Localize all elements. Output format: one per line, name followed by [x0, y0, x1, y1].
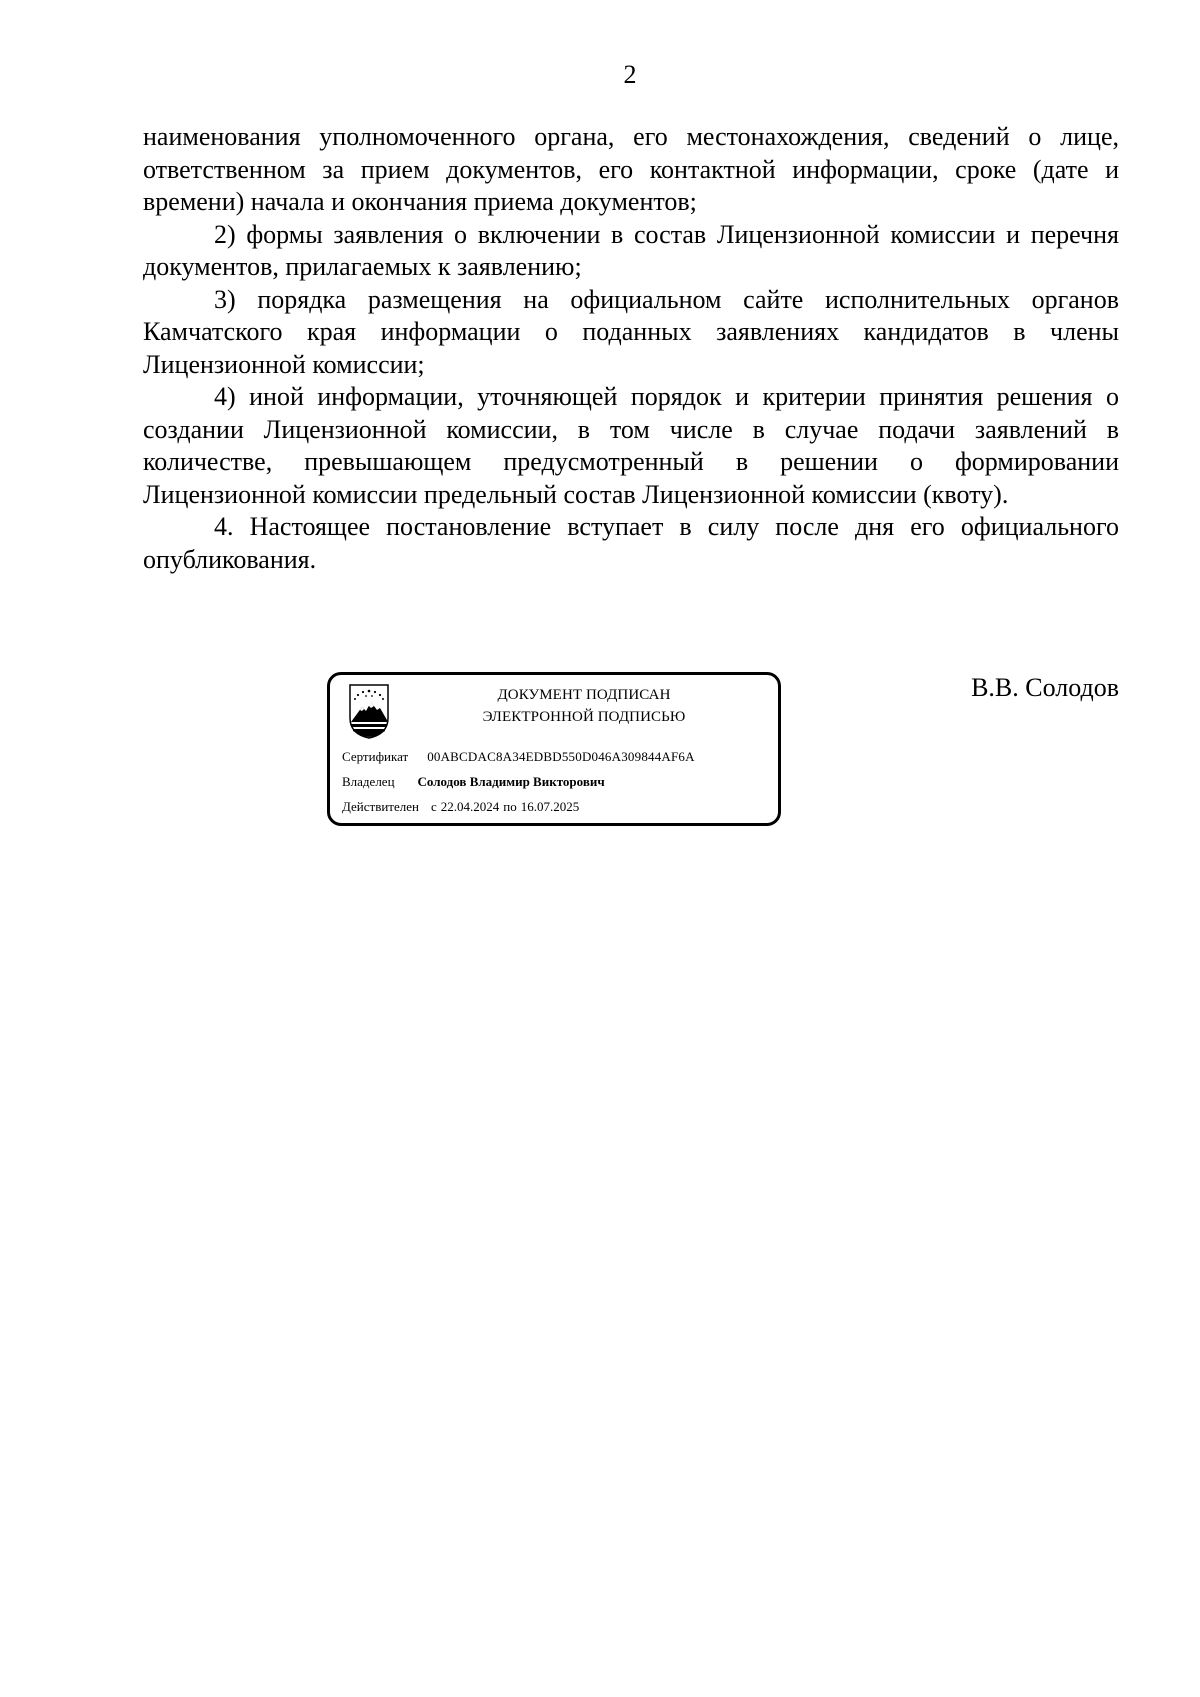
valid-to-prefix: по [503, 799, 517, 814]
stamp-title-line1: ДОКУМЕНТ ПОДПИСАН [497, 687, 671, 703]
page-number: 2 [623, 60, 637, 89]
valid-from-prefix: с [430, 799, 437, 814]
valid-label: Действителен [342, 799, 419, 814]
kamchatka-coat-of-arms-icon [347, 682, 391, 740]
paragraph-item-4: 4) иной информации, уточняющей порядок и критерии принятия решения о создании Лицензионной комиссии, в том числе в случае подачи заявлений в количестве, превышающем предусмотренный в решении о формировании Лицензионной комиссии предельный состав Лицензионной комиссии (квоту). [143, 382, 1119, 509]
signer-name: В.В. Солодов [971, 673, 1119, 702]
paragraph-item-2: 2) формы заявления о включении в состав Лицензионной комиссии и перечня документов, прилагаемых к заявлению; [143, 219, 1119, 281]
validity-row [342, 799, 583, 815]
valid-from-date: 22.04.2024 [440, 799, 500, 814]
document-body [143, 121, 1119, 576]
paragraph-clause-4: 4. Настоящее постановление вступает в силу после дня его официального опубликования. [143, 512, 1119, 574]
paragraph-item-3: 3) порядка размещения на официальном сайте исполнительных органов Камчатского края информации о поданных заявлениях кандидатов в члены Лицензионной комиссии; [143, 284, 1119, 379]
stamp-title [390, 684, 778, 728]
electronic-signature-stamp [327, 672, 781, 826]
valid-to-date: 16.07.2025 [520, 799, 580, 814]
certificate-row [342, 749, 695, 765]
owner-label: Владелец [342, 774, 395, 789]
certificate-label: Сертификат [342, 749, 409, 764]
stamp-title-line2: ЭЛЕКТРОННОЙ ПОДПИСЬЮ [482, 709, 686, 725]
owner-row [342, 774, 605, 790]
paragraph-continuation: наименования уполномоченного органа, его местонахождения, сведений о лице, ответственном за прием документов, его контактной информации, сроке (дате и времени) начала и окончания приема документов; [143, 122, 1119, 216]
owner-value: Солодов Владимир Викторович [417, 774, 605, 789]
certificate-value: 00ABCDAC8A34EDBD550D046A309844AF6A [427, 749, 695, 764]
